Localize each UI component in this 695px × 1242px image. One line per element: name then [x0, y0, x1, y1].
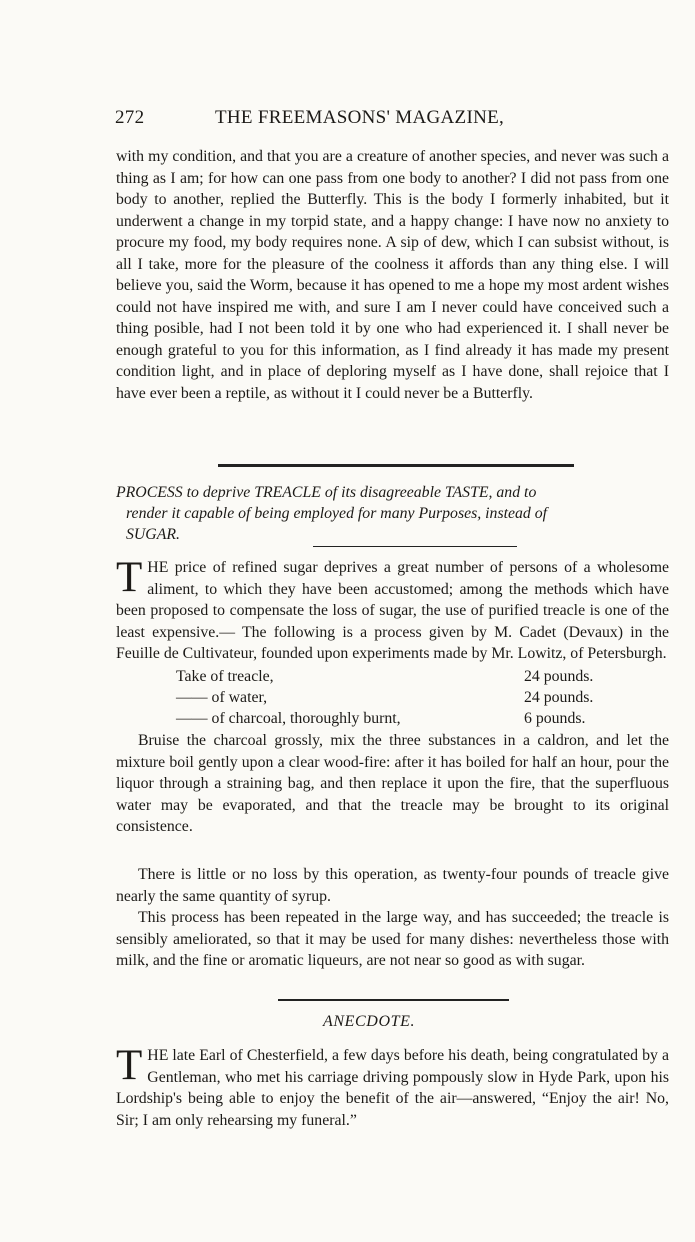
- recipe-list: [176, 666, 616, 729]
- process-article-title: [116, 482, 669, 545]
- anecdote-divider-rule: [278, 999, 509, 1001]
- running-title: THE FREEMASONS' MAGAZINE,: [215, 107, 505, 128]
- title-underline-rule: [313, 546, 517, 547]
- anecdote-body: [116, 1042, 669, 1131]
- process-paragraph-1: HE price of refined sugar deprives a great number of persons of a wholesome aliment, to which they have been accustomed; among the methods which have been proposed to compensate the loss of sugar, the use of purified treacle is one of the least expensive.— The following is a process given by M. Cadet (Devaux) in the Feuille de Cultivateur, founded upon experiments made by Mr. Lowitz, of Petersburgh.: [116, 559, 669, 662]
- process-paragraph-4: This process has been repeated in the large way, and has succeeded; the treacle is sensibly ameliorated, so that it may be used for many dishes: nevertheless those with milk, and the fine or aromatic liqueurs, are not near so good as with sugar.: [116, 909, 669, 969]
- recipe-amount: 24 pounds.: [524, 689, 594, 706]
- page-number: 272: [115, 107, 145, 128]
- section-divider-rule: [218, 464, 574, 467]
- recipe-item: Take of treacle,: [176, 668, 274, 685]
- process-title-line-1: PROCESS to deprive TREACLE of its disagreeable TASTE, and to: [116, 484, 537, 501]
- recipe-item: —— of water,: [176, 689, 268, 706]
- recipe-row: [176, 687, 616, 708]
- drop-cap: T: [116, 554, 143, 601]
- anecdote-title: ANECDOTE.: [323, 1013, 416, 1030]
- process-title-line-3: SUGAR.: [126, 526, 180, 543]
- recipe-item: —— of charcoal, thoroughly burnt,: [176, 710, 401, 727]
- process-paragraph-3: There is little or no loss by this operation, as twenty-four pounds of treacle give nearly the same quantity of syrup.: [116, 866, 669, 905]
- running-header: [115, 107, 675, 133]
- process-paragraph-2: Bruise the charcoal grossly, mix the three substances in a caldron, and let the mixture boil gently upon a clear wood-fire: after it has boiled for half an hour, pour the liquor through a straining bag, and then replace it upon the fire, that the superfluous water may be evaporated, and that the treacle may be brought to its original consistence.: [116, 732, 669, 835]
- butterfly-story-continuation: with my condition, and that you are a creature of another species, and never was such a thing as I am; for how can one pass from one body to another? I did not pass from one body to another, replied the Butterfly. This is the body I formerly inhabited, but it underwent a change in my torpid state, and a happy change: I have now no anxiety to procure my food, my body requires none. A sip of dew, which I can subsist without, is all I take, more for the pleasure of the coolness it affords than any thing else. I will believe you, said the Worm, because it has opened to me a hope my most ardent wishes could not have inspired me with, and sure I am I never could have conceived such a thing posible, had I not been told it by one who had experienced it. I shall never be enough grateful to you for this information, as I find already it has made my present condition light, and in place of deploring myself as I have done, shall rejoice that I have ever been a reptile, as without it I could never be a Butterfly.: [116, 148, 669, 402]
- process-title-line-2: render it capable of being employed for many Purposes, instead of: [126, 505, 548, 522]
- recipe-amount: 24 pounds.: [524, 668, 594, 685]
- anecdote-text: HE late Earl of Chesterfield, a few days before his death, being congratulated by a Gentleman, who met his carriage driving pompously slow in Hyde Park, upon his Lordship's being able to enjoy the benefit of the air—answered, “Enjoy the air! No, Sir; I am only rehearsing my funeral.”: [116, 1047, 669, 1129]
- drop-cap: T: [116, 1042, 143, 1089]
- recipe-row: [176, 708, 616, 729]
- process-article-body: [116, 554, 669, 665]
- recipe-row: [176, 666, 616, 687]
- recipe-amount: 6 pounds.: [524, 710, 586, 727]
